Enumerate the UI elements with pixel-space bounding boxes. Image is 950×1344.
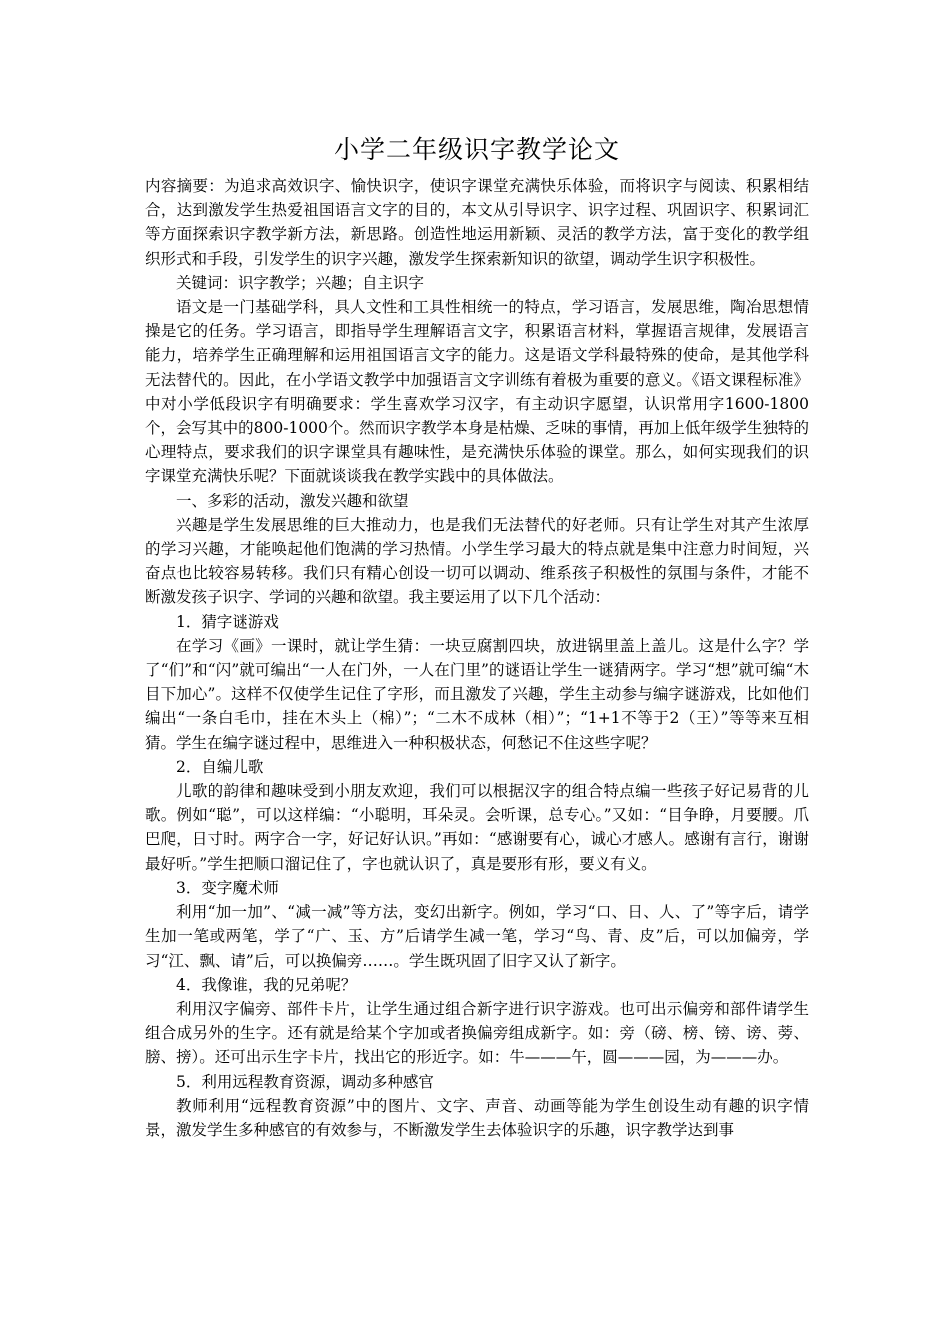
abstract-paragraph: 内容摘要：为追求高效识字、愉快识字，使识字课堂充满快乐体验，而将识字与阅读、积累相结合，达到激发学生热爱祖国语言文字的目的，本文从引导识字、识字过程、巩固识字、积累词汇等方面探索识字教学新方法，新思路。创造性地运用新颖、灵活的教学方法，富于变化的教学组织形式和手段，引发学生的识字兴趣，激发学生探索新知识的欲望，调动学生识字积极性。 <box>145 177 809 268</box>
document-title: 小学二年级识字教学论文 <box>333 135 620 164</box>
item-paragraph-5: 教师利用“远程教育资源”中的图片、文字、声音、动画等能为学生创设生动有趣的识字情景，激发学生多种感官的有效参与，不断激发学生去体验识字的乐趣，识字教学达到事 <box>145 1096 809 1139</box>
section-heading: 一、多彩的活动，激发兴趣和欲望 <box>176 491 409 510</box>
document-page <box>145 130 809 1142</box>
item-heading-2: 2．自编儿歌 <box>176 757 264 776</box>
item-heading-1: 1．猜字谜游戏 <box>176 612 279 631</box>
item-paragraph-3: 利用“加一加”、“减一减”等方法，变幻出新字。例如，学习“口、日、人、了”等字后，请学生加一笔或两笔，学了“广、玉、方”后请学生减一笔，学习“鸟、青、皮”后，可以加偏旁，学习“江、飘、请”后，可以换偏旁……。学生既巩固了旧字又认了新字。 <box>145 903 809 970</box>
keywords-line: 关键词：识字教学；兴趣；自主识字 <box>176 273 425 292</box>
item-heading-3: 3．变字魔术师 <box>176 878 279 897</box>
item-heading-4: 4．我像谁，我的兄弟呢？ <box>176 975 357 994</box>
item-paragraph-2: 儿歌的韵律和趣味受到小朋友欢迎，我们可以根据汉字的组合特点编一些孩子好记易背的儿歌。例如“聪”，可以这样编：“小聪明，耳朵灵。会听课，总专心。”又如：“目争睁，月要腰。爪巴爬，日寸时。两字合一字，好记好认识。”再如：“感谢要有心，诚心才感人。感谢有言行，谢谢最好听。”学生把顺口溜记住了，字也就认识了，真是要形有形，要义有义。 <box>145 782 809 873</box>
item-heading-5: 5．利用远程教育资源，调动多种感官 <box>176 1072 434 1091</box>
section-paragraph: 兴趣是学生发展思维的巨大推动力，也是我们无法替代的好老师。只有让学生对其产生浓厚的学习兴趣，才能唤起他们饱满的学习热情。小学生学习最大的特点就是集中注意力时间短，兴奋点也比较容易转移。我们只有精心创设一切可以调动、维系孩子积极性的氛围与条件，才能不断激发孩子识字、学词的兴趣和欲望。我主要运用了以下几个活动： <box>145 515 809 607</box>
intro-paragraph: 语文是一门基础学科，具人文性和工具性相统一的特点，学习语言，发展思维，陶冶思想情操是它的任务。学习语言，即指导学生理解语言文字，积累语言材料，掌握语言规律，发展语言能力，培养学生正确理解和运用祖国语言文字的能力。这是语文学科最特殊的使命，是其他学科无法替代的。因此，在小学语文教学中加强语言文字训练有着极为重要的意义。《语文课程标准》中对小学低段识字有明确要求：学生喜欢学习汉字，有主动识字愿望，认识常用字1600-1800个，会写其中的800-1000个。然而识字教学本身是枯燥、乏味的事情，再加上低年级学生独特的心理特点，要求我们的识字课堂具有趣味性，是充满快乐体验的课堂。那么，如何实现我们的识字课堂充满快乐呢？下面就谈谈我在教学实践中的具体做法。 <box>145 298 809 486</box>
item-paragraph-1: 在学习《画》一课时，就让学生猜：一块豆腐割四块，放进锅里盖上盖儿。这是什么字？学了“们”和“闪”就可编出“一人在门外，一人在门里”的谜语让学生一谜猜两字。学习“想”就可编“木目下加心”。这样不仅使学生记住了字形，而且激发了兴趣，学生主动参与编字谜游戏，比如他们编出“一条白毛巾，挂在木头上（棉）”；“二木不成林（相）”；“1+1不等于2（王）”等等来互相猜。学生在编字谜过程中，思维进入一种积极状态，何愁记不住这些字呢？ <box>145 636 809 752</box>
item-paragraph-4: 利用汉字偏旁、部件卡片，让学生通过组合新字进行识字游戏。也可出示偏旁和部件请学生组合成另外的生字。还有就是给某个字加或者换偏旁组成新字。如：旁（磅、榜、镑、谤、蒡、膀、搒）。还可出示生字卡片，找出它的形近字。如：牛———午，圆———园，为———办。 <box>145 999 809 1067</box>
